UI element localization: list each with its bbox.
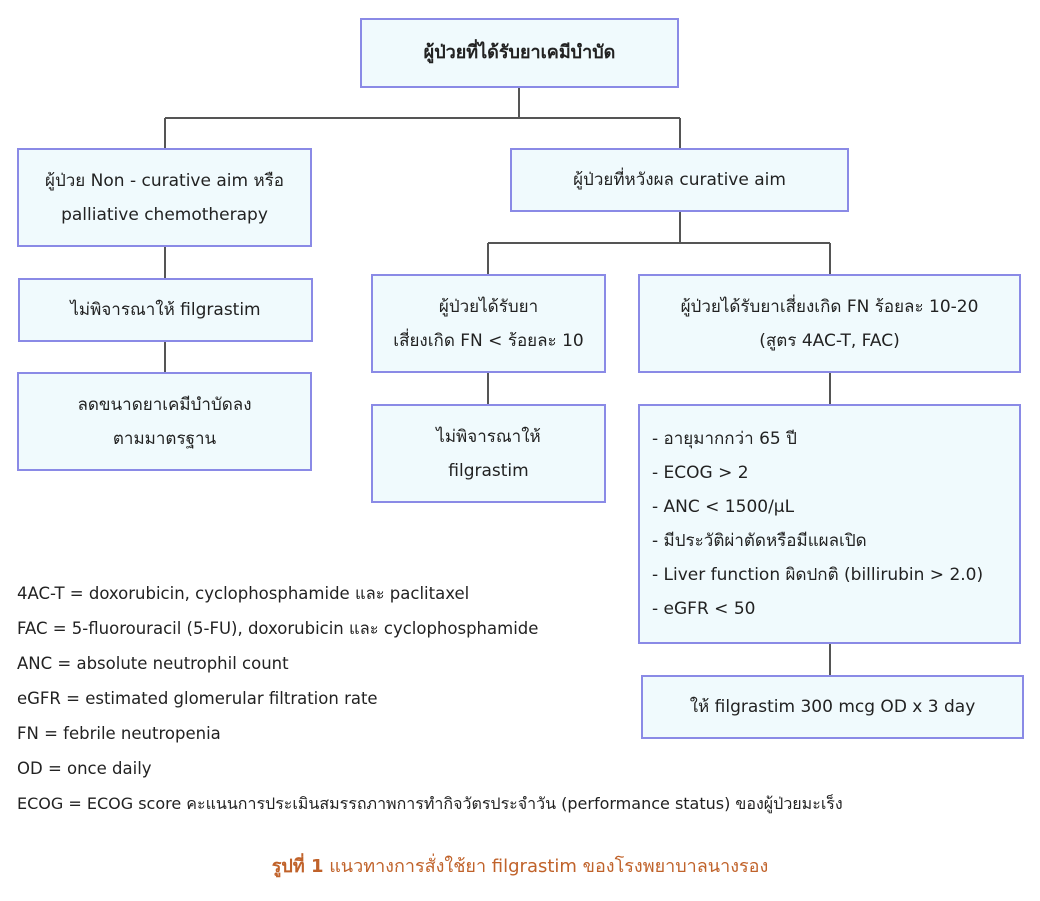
risk-factor-5: - Liver function ผิดปกติ (billirubin > 2.0): [652, 565, 984, 585]
non-curative-node: [17, 148, 312, 247]
legend-item: FAC = 5-fluorouracil (5-FU), doxorubicin และ cyclophosphamide: [17, 619, 539, 638]
risk-factor-1: - อายุมากกว่า 65 ปี: [652, 429, 797, 449]
give-filgrastim-label: ให้ filgrastim 300 mcg OD x 3 day: [689, 697, 976, 717]
caption-label: รูปที่ 1: [271, 856, 324, 877]
low-risk-line-2: เสี่ยงเกิด FN < ร้อยละ 10: [393, 330, 584, 351]
caption-text: แนวทางการสั่งใช้ยา filgrastim ของโรงพยาบาลนางรอง: [323, 856, 769, 877]
legend-item: ECOG = ECOG score คะแนนการประเมินสมรรถภาพการทำกิจวัตรประจำวัน (performance status) ของผู้ป่วยมะเร็ง: [17, 794, 843, 813]
abbreviation-legend: [17, 576, 843, 821]
curative-node: [510, 148, 849, 212]
curative-label: ผู้ป่วยที่หวังผล curative aim: [573, 170, 786, 190]
no-filgrastim-mid-node: [371, 404, 606, 503]
low-risk-line-1: ผู้ป่วยได้รับยา: [438, 296, 539, 317]
no-filgrastim-left-label: ไม่พิจารณาให้ filgrastim: [70, 300, 261, 320]
legend-item: FN = febrile neutropenia: [17, 724, 221, 743]
reduce-dose-line-2: ตามมาตรฐาน: [112, 428, 217, 449]
non-curative-line-2: palliative chemotherapy: [61, 204, 268, 225]
risk-factor-6: - eGFR < 50: [652, 599, 756, 619]
no-filgrastim-mid-line-1: ไม่พิจารณาให้: [436, 426, 541, 447]
non-curative-line-1: ผู้ป่วย Non - curative aim หรือ: [45, 170, 284, 191]
mid-risk-node: [638, 274, 1021, 373]
risk-factor-2: - ECOG > 2: [652, 463, 749, 483]
no-filgrastim-left-node: [18, 278, 313, 342]
no-filgrastim-mid-line-2: filgrastim: [448, 460, 529, 481]
figure-caption: [0, 851, 1040, 880]
mid-risk-line-2: (สูตร 4AC-T, FAC): [759, 330, 900, 351]
root-node: [360, 18, 679, 88]
legend-item: 4AC-T = doxorubicin, cyclophosphamide และ paclitaxel: [17, 584, 470, 603]
risk-factor-3: - ANC < 1500/µL: [652, 497, 795, 517]
legend-item: OD = once daily: [17, 759, 152, 778]
reduce-dose-node: [17, 372, 312, 471]
root-label: ผู้ป่วยที่ได้รับยาเคมีบำบัด: [423, 42, 616, 63]
mid-risk-line-1: ผู้ป่วยได้รับยาเสี่ยงเกิด FN ร้อยละ 10-20: [680, 296, 979, 317]
risk-factor-4: - มีประวัติผ่าตัดหรือมีแผลเปิด: [652, 531, 867, 551]
reduce-dose-line-1: ลดขนาดยาเคมีบำบัดลง: [77, 394, 252, 415]
low-risk-node: [371, 274, 606, 373]
legend-item: ANC = absolute neutrophil count: [17, 654, 289, 673]
legend-item: eGFR = estimated glomerular filtration rate: [17, 689, 378, 708]
